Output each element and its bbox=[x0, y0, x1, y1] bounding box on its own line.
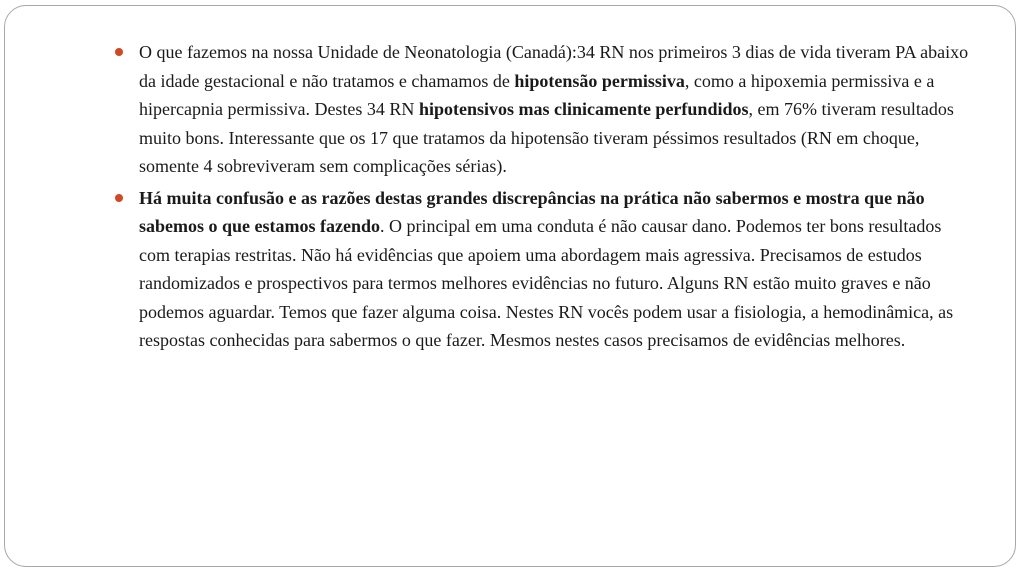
bullet-1-bold-hipotensao-permissiva: hipotensão permissiva bbox=[514, 70, 685, 91]
bullet-dot-icon bbox=[115, 48, 123, 56]
bullet-1-bold-hipotensivos: hipotensivos mas clinicamente perfundidos bbox=[418, 99, 749, 119]
bullet-item-2 bbox=[115, 184, 975, 355]
slide-frame bbox=[4, 5, 1016, 567]
bullet-1-text-2: , como a hipoxemia permissiva e a hipercapnia permissiva. Destes 34 RN bbox=[139, 70, 935, 119]
bullet-1-text-1: O que fazemos na nossa Unidade de Neonatologia (Canadá):34 RN nos primeiros 3 dias de vida tiveram PA abaixo da idade gestacional e não tratamos e chamamos de bbox=[139, 42, 969, 91]
bullet-dot-icon bbox=[115, 194, 123, 202]
bullet-item-1 bbox=[115, 38, 975, 181]
bullet-2-bold-intro: Há muita confusão e as razões destas grandes discrepâncias na prática não sabermos e mostra que não sabemos o que estamos fazendo bbox=[139, 187, 925, 236]
slide-content bbox=[115, 38, 975, 358]
bullet-2-text: . O principal em uma conduta é não causar dano. Podemos ter bons resultados com terapias restritas. Não há evidências que apoiem uma abordagem mais agressiva. Precisamos de estudos randomizados e prospectivos para termos melhores evidências no futuro. Alguns RN estão muito graves e não podemos aguardar. Temos que fazer alguma coisa. Nestes RN vocês podem usar a fisiologia, a hemodinâmica, as respostas conhecidas para sabermos o que fazer. Mesmos nestes casos precisamos de evidências melhores. bbox=[139, 216, 954, 350]
bullet-1-text-3: , em 76% tiveram resultados muito bons. Interessante que os 17 que tratamos da hipotensão tiveram péssimos resultados (RN em choque, somente 4 sobreviveram sem complicações sérias). bbox=[139, 99, 954, 176]
